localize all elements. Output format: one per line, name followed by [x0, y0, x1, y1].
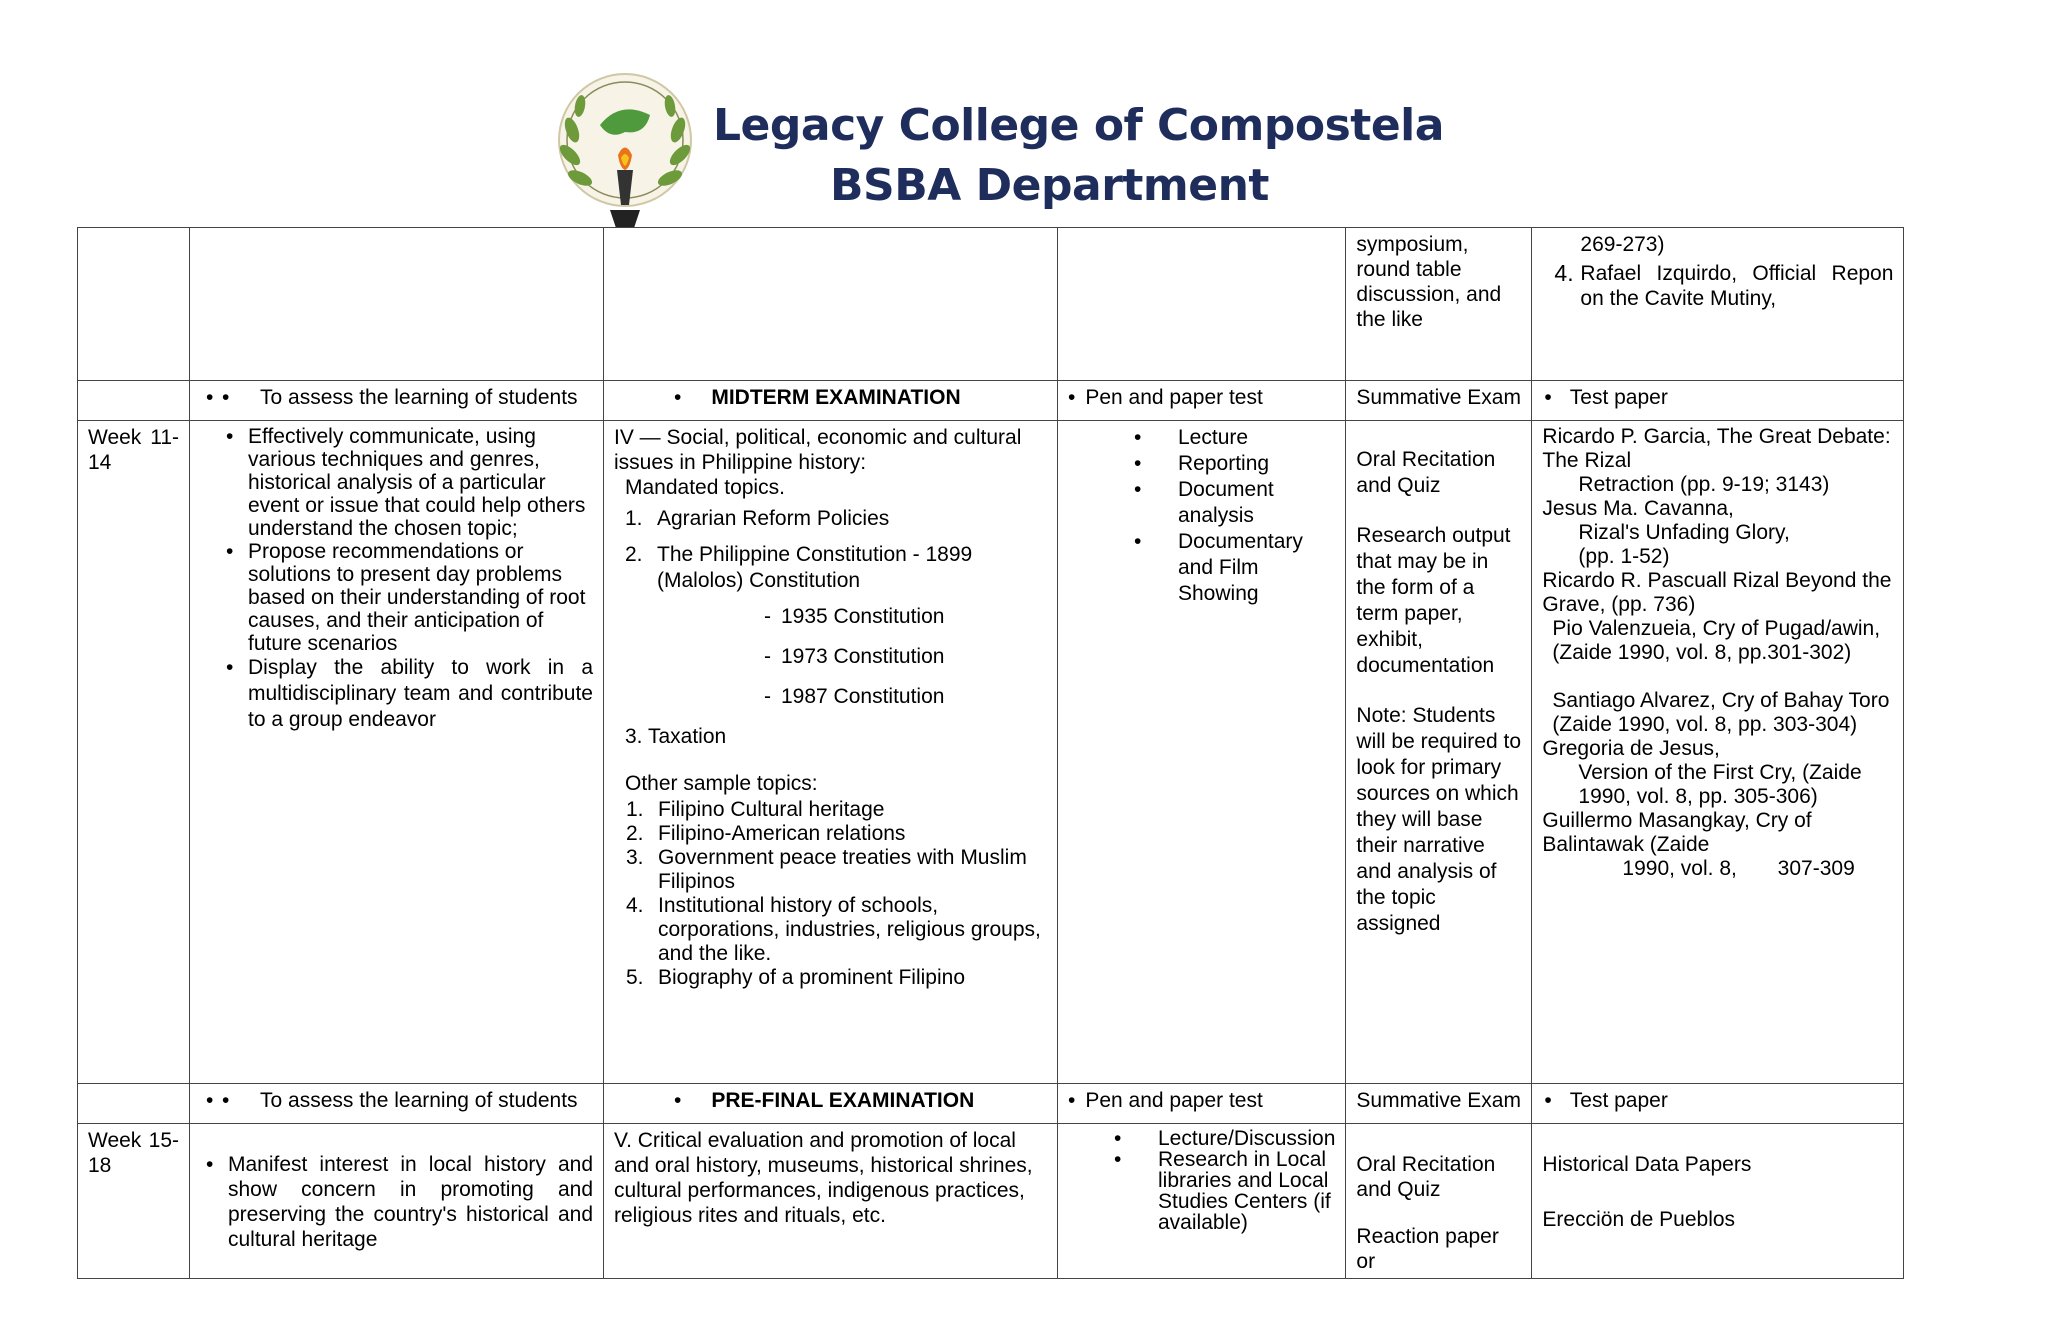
reference-line: Rizal's Unfading Glory,: [1578, 521, 1790, 544]
syllabus-table: [77, 227, 1904, 1279]
reference-line: Version of the First Cry, (Zaide 1990, vol. 8, pp. 305-306): [1578, 761, 1862, 808]
outcome-item: • Effectively communicate, using various techniques and genres, historical analysis of a particular event or issue that could help others understand the chosen topic;: [220, 425, 593, 540]
assessment-cell: [1346, 228, 1532, 381]
strategy-item: • Document analysis: [1128, 477, 1335, 529]
exam-resource: Test paper: [1569, 1089, 1668, 1112]
strategy-item: • Documentary and Film Showing: [1128, 529, 1335, 607]
assessment-item: Oral Recitation and Quiz: [1356, 448, 1496, 497]
reference-line: Pio Valenzueia, Cry of Pugad/awin, (Zaide 1990, vol. 8, pp.301-302): [1552, 617, 1881, 664]
reference-line: 269-273): [1580, 233, 1665, 256]
reference-number: 4.: [1554, 260, 1574, 286]
week-cell: Week 11-14: [78, 421, 190, 1084]
other-topics-label: Other sample topics:: [625, 772, 818, 795]
strategy-item: • Lecture/Discussion: [1108, 1128, 1335, 1149]
college-seal-logo: [550, 70, 700, 230]
constitution-item: 1935 Constitution: [781, 605, 945, 628]
strategies-cell: [1058, 421, 1346, 1084]
assessment-item: Research output that may be in the form of a term paper, exhibit, documentation: [1356, 524, 1511, 677]
reference-line: Retraction (pp. 9-19; 3143): [1578, 473, 1830, 496]
table-row: [78, 228, 1904, 381]
references-cell: [1532, 228, 1904, 381]
reference-line: Historical Data Papers: [1542, 1153, 1752, 1176]
other-topic: Biography of a prominent Filipino: [658, 966, 966, 989]
references-cell: [1532, 421, 1904, 1084]
other-topic: Filipino-American relations: [658, 822, 906, 845]
reference-line: Ricardo P. Garcia, The Great Debate: The Rizal: [1542, 425, 1891, 472]
exam-outcome: To assess the learning of students: [260, 1089, 578, 1112]
strategy-item: • Reporting: [1128, 451, 1335, 477]
strategies-cell: [1058, 228, 1346, 381]
outcome-item: • Propose recommendations or solutions to present day problems based on their understanding of root causes, and their anticipation of future scenarios: [220, 540, 593, 655]
outcome-item: • Display the ability to work in a multidisciplinary team and contribute to a group endeavor: [220, 655, 593, 733]
content-intro: IV — Social, political, economic and cultural issues in Philippine history:: [614, 426, 1022, 474]
outcomes-cell: [190, 228, 604, 381]
assessment-item: Reaction paper or: [1356, 1225, 1499, 1273]
exam-strategy: Pen and paper test: [1085, 386, 1263, 409]
mandated-topic: Agrarian Reform Policies: [657, 507, 890, 530]
content-cell: [604, 228, 1058, 381]
content-cell: IV — Social, political, economic and cultural issues in Philippine history: Mandated topics. 1. Agrarian Reform Policies 2. The Philippine Constitution - 1899 (Malolos) Constitution - 1935 Constitution - 1973 Constitution - 1987 Constitution 3. Taxation Other sample topics: 1. Filipino Cultural heritage 2. Filipino-American relations 3. Government peace treaties with Muslim Filipinos 4. Institutional history of schools, corporations, industries, religious groups, and the like. 5. Biography of a prominent Filipino: [604, 421, 1058, 1084]
institution-name: Legacy College of Compostela: [713, 100, 1444, 151]
exam-title: MIDTERM EXAMINATION: [711, 386, 961, 409]
mandated-label: Mandated topics.: [625, 476, 785, 499]
strategies-text: symposium, round table discussion, and the like: [1356, 233, 1502, 331]
exam-strategy: Pen and paper test: [1085, 1089, 1263, 1112]
strategy-item: • Research in Local libraries and Local Studies Centers (if available): [1108, 1149, 1335, 1233]
references-cell: [1532, 1124, 1904, 1279]
outcome-item: • Manifest interest in local history and show concern in promoting and preserving the country's historical and cultural heritage: [200, 1152, 593, 1252]
strategy-item: • Lecture: [1128, 425, 1335, 451]
outcomes-cell: [190, 1124, 604, 1279]
outcomes-cell: [190, 421, 604, 1084]
table-row: [78, 421, 1904, 1084]
week-cell: Week 15-18: [78, 1124, 190, 1279]
table-row: • • To assess the learning of students • PRE-FINAL EXAMINATION • Pen and paper test Summative Exam • Test paper: [78, 1084, 1904, 1124]
exam-outcome: To assess the learning of students: [260, 386, 578, 409]
assessment-cell: [1346, 421, 1532, 1084]
reference-line: Guillermo Masangkay, Cry of Balintawak (Zaide: [1542, 809, 1812, 856]
reference-line: Ricardo R. Pascuall Rizal Beyond the Grave, (pp. 736): [1542, 569, 1892, 616]
reference-line: Santiago Alvarez, Cry of Bahay Toro (Zaide 1990, vol. 8, pp. 303-304): [1552, 689, 1890, 736]
constitution-item: 1987 Constitution: [781, 685, 945, 708]
assessment-item: Note: Students will be required to look for primary sources on which they will base their narrative and analysis of the topic assigned: [1356, 704, 1522, 935]
reference-line: Erecciön de Pueblos: [1542, 1208, 1736, 1231]
other-topic: Institutional history of schools, corporations, industries, religious groups, and the like.: [658, 894, 1041, 965]
week-cell: [78, 228, 190, 381]
table-row: • • To assess the learning of students • MIDTERM EXAMINATION • Pen and paper test Summative Exam • Test paper: [78, 381, 1904, 421]
table-row: [78, 1124, 1904, 1279]
reference-line: Rafael Izquirdo, Official Repon on the Cavite Mutiny,: [1580, 262, 1894, 310]
strategies-cell: [1058, 1124, 1346, 1279]
assessment-item: Oral Recitation and Quiz: [1356, 1153, 1496, 1201]
content-cell: V. Critical evaluation and promotion of local and oral history, museums, historical shrines, cultural performances, indigenous practices, religious rites and rituals, etc.: [604, 1124, 1058, 1279]
exam-assessment: Summative Exam: [1356, 386, 1521, 409]
reference-line: Gregoria de Jesus,: [1542, 737, 1720, 760]
taxation-topic: 3. Taxation: [625, 725, 727, 748]
document-header: [550, 68, 1444, 233]
department-name: BSBA Department: [830, 160, 1269, 211]
other-topic: Government peace treaties with Muslim Filipinos: [658, 846, 1027, 893]
assessment-cell: [1346, 1124, 1532, 1279]
reference-line: Jesus Ma. Cavanna,: [1542, 497, 1734, 520]
constitution-item: 1973 Constitution: [781, 645, 945, 668]
exam-resource: Test paper: [1569, 386, 1668, 409]
reference-line: (pp. 1-52): [1578, 545, 1670, 568]
exam-title: PRE-FINAL EXAMINATION: [711, 1089, 975, 1112]
reference-line: 1990, vol. 8, 307-309: [1622, 857, 1855, 880]
mandated-topic: The Philippine Constitution - 1899 (Malolos) Constitution: [657, 543, 973, 592]
other-topic: Filipino Cultural heritage: [658, 798, 885, 821]
exam-assessment: Summative Exam: [1356, 1089, 1521, 1112]
